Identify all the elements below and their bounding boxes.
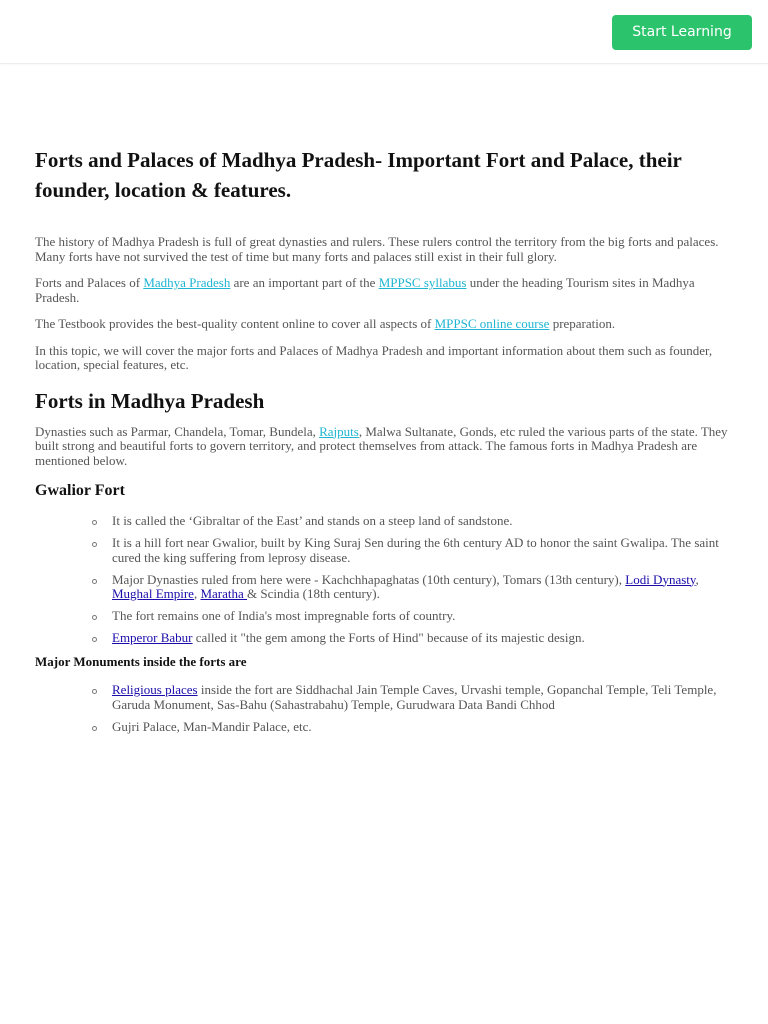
mppsc-syllabus-link[interactable]: MPPSC syllabus <box>378 275 467 290</box>
mppsc-online-course-link[interactable]: MPPSC online course <box>434 316 550 331</box>
intro-paragraph-history: The history of Madhya Pradesh is full of great dynasties and rulers. These rulers control the territory from the big forts and palaces. Many forts have not survived the test of time but many forts and palaces still exist in their full glory. <box>35 234 719 264</box>
mughal-empire-link[interactable]: Mughal Empire <box>112 586 194 601</box>
top-header <box>0 0 768 64</box>
monuments-heading: Major Monuments inside the forts are <box>35 654 247 669</box>
list-item: The fort remains one of India's most impregnable forts of country. <box>112 609 730 624</box>
bullet-icon <box>92 615 97 620</box>
list-item: Religious places inside the fort are Siddhachal Jain Temple Caves, Urvashi temple, Gopanchal Temple, Teli Temple, Garuda Monument, Sas-Bahu (Sahastrabahu) Temple, Gurudwara Data Bandi Chhod <box>112 683 730 712</box>
bullet-icon <box>92 579 97 584</box>
lodi-dynasty-link[interactable]: Lodi Dynasty <box>625 571 696 587</box>
emperor-babur-link[interactable]: Emperor Babur <box>112 630 193 645</box>
religious-places-link[interactable]: Religious places <box>112 682 198 697</box>
intro-paragraph-topic: In this topic, we will cover the major forts and Palaces of Madhya Pradesh and important information about them such as founder, location, special features, etc. <box>35 342 713 372</box>
bullet-icon <box>92 520 97 525</box>
bullet-icon <box>92 726 97 731</box>
article-content <box>35 145 730 742</box>
maratha-link[interactable]: Maratha <box>200 586 248 601</box>
rajputs-link[interactable]: Rajputs <box>319 423 359 439</box>
list-item: It is called the ‘Gibraltar of the East’ and stands on a steep land of sandstone. <box>112 514 730 529</box>
bullet-icon <box>92 637 97 642</box>
article-title: Forts and Palaces of Madhya Pradesh- Important Fort and Palace, their founder, location & features. <box>35 148 682 202</box>
bullet-icon <box>92 542 97 547</box>
list-item: Gujri Palace, Man-Mandir Palace, etc. <box>112 720 730 735</box>
list-item: It is a hill fort near Gwalior, built by King Suraj Sen during the 6th century AD to honor the saint Gwalipa. The saint cured the king suffering from leprosy disease. <box>112 536 730 565</box>
forts-section-heading: Forts in Madhya Pradesh <box>35 388 265 413</box>
monuments-list <box>35 683 730 734</box>
list-item: Emperor Babur called it "the gem among the Forts of Hind" because of its majestic design. <box>112 631 730 646</box>
list-item: Major Dynasties ruled from here were - Kachchhapaghatas (10th century), Tomars (13th century), Lodi Dynasty, Mughal Empire, Maratha & Scindia (18th century). <box>112 573 730 602</box>
intro-paragraph-syllabus: Forts and Palaces of Madhya Pradesh are an important part of the MPPSC syllabus under the heading Tourism sites in Madhya Pradesh. <box>35 275 695 305</box>
gwalior-fort-heading: Gwalior Fort <box>35 482 125 499</box>
forts-section-paragraph: Dynasties such as Parmar, Chandela, Tomar, Bundela, Rajputs, Malwa Sultanate, Gonds, etc ruled the various parts of the state. They built strong and beautiful forts to govern territory, and protect themselves from attack. The famous forts in Madhya Pradesh are mentioned below. <box>35 423 728 468</box>
bullet-icon <box>92 689 97 694</box>
start-learning-button[interactable]: Start Learning <box>612 15 752 50</box>
madhya-pradesh-link[interactable]: Madhya Pradesh <box>143 275 231 290</box>
gwalior-fort-list <box>35 514 730 646</box>
intro-paragraph-testbook: The Testbook provides the best-quality content online to cover all aspects of MPPSC online course preparation. <box>35 316 616 331</box>
